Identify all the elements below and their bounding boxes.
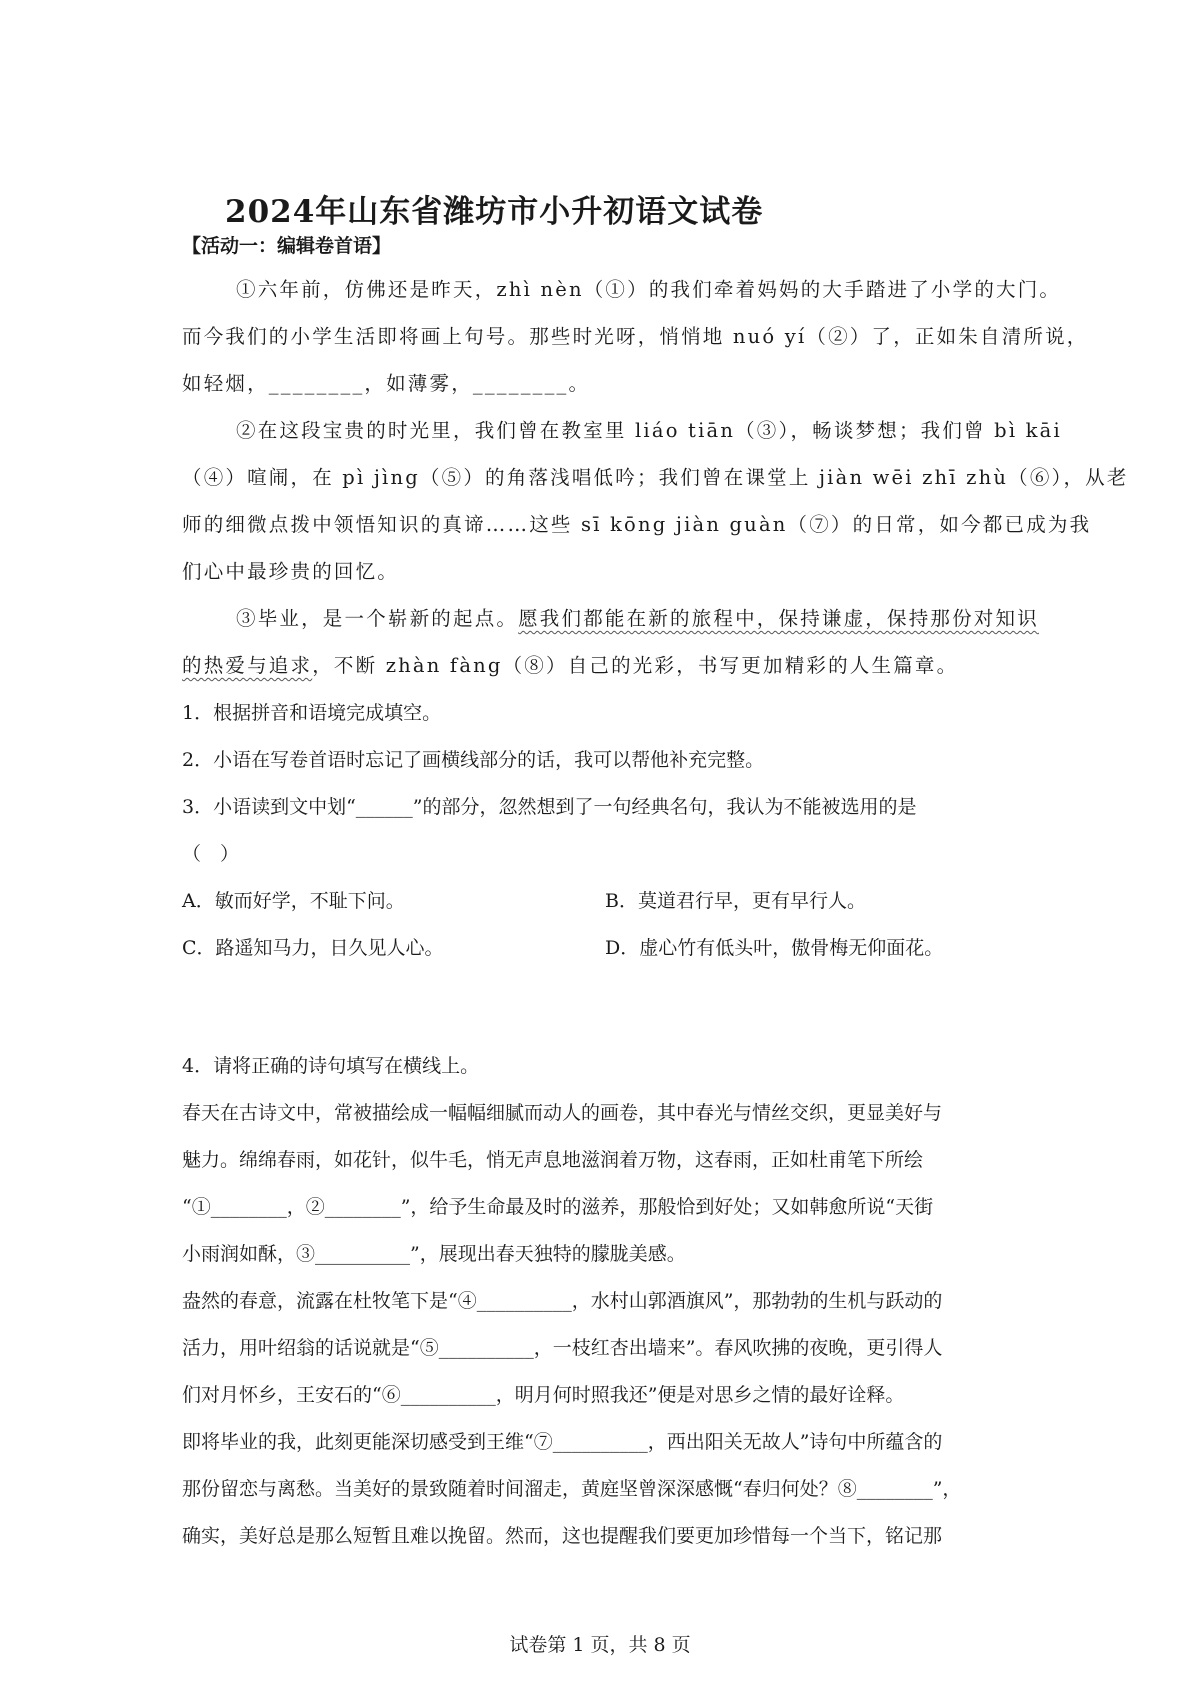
page-footer: 试卷第 1 页，共 8 页 [509,1634,691,1656]
question-4-line: 春天在古诗文中，常被描绘成一幅幅细腻而动人的画卷，其中春光与情丝交织，更显美好与 [182,1102,943,1124]
passage-text: ③毕业，是一个崭新的起点。 [236,607,519,630]
question-3: 3．小语读到文中划“______”的部分，忽然想到了一句经典名句，我认为不能被选用的是 [182,796,917,818]
option-d: D．虚心竹有低头叶，傲骨梅无仰面花。 [605,937,944,959]
passage-line: ②在这段宝贵的时光里，我们曾在教室里 liáo tiān（③），畅谈梦想；我们曾 bì kāi [236,419,1062,442]
passage-line: （④）喧闹，在 pì jìng（⑤）的角落浅唱低吟；我们曾在课堂上 jiàn wēi zhī zhù（⑥），从老 [182,466,1129,489]
question-4-line: 确实，美好总是那么短暂且难以挽留。然而，这也提醒我们要更加珍惜每一个当下，铭记那 [182,1525,943,1547]
wavy-underlined-text: 愿我们都能在新的旅程中，保持谦虚，保持那份对知识 [518,607,1039,630]
question-4: 4．请将正确的诗句填写在横线上。 [182,1055,480,1077]
passage-line [236,605,1039,633]
question-2: 2．小语在写卷首语时忘记了画横线部分的话，我可以帮他补充完整。 [182,749,765,771]
passage-line: ①六年前，仿佛还是昨天，zhì nèn（①）的我们牵着妈妈的大手踏进了小学的大门。 [236,278,1062,301]
option-c: C．路遥知马力，日久见人心。 [182,937,444,959]
passage-line [182,652,958,680]
question-4-line: 魅力。绵绵春雨，如花针，似牛毛，悄无声息地滋润着万物，这春雨，正如杜甫笔下所绘 [182,1149,924,1171]
options-row [182,934,1082,962]
question-4-line: 小雨润如酥，③__________”，展现出春天独特的朦胧美感。 [182,1243,686,1265]
question-4-line: 那份留恋与离愁。当美好的景致随着时间溜走，黄庭坚曾深深感慨“春归何处？⑧________”， [182,1478,962,1500]
passage-line: 而今我们的小学生活即将画上句号。那些时光呀，悄悄地 nuó yí（②）了，正如朱自清所说， [182,325,1089,348]
passage-line: 师的细微点拨中领悟知识的真谛……这些 sī kōng jiàn guàn（⑦）的日常，如今都已成为我 [182,513,1092,536]
answer-paren: （ ） [182,843,240,865]
activity-heading: 【活动一：编辑卷首语】 [182,235,392,257]
question-4-line: 活力，用叶绍翁的话说就是“⑤__________，一枝红杏出墙来”。春风吹拂的夜晚，更引得人 [182,1337,943,1359]
option-b: B．莫道君行早，更有早行人。 [605,890,866,912]
question-1: 1．根据拼音和语境完成填空。 [182,702,442,724]
passage-text: ，不断 zhàn fàng（⑧）自己的光彩，书写更加精彩的人生篇章。 [312,654,959,677]
passage-line: 如轻烟，________，如薄雾，________。 [182,372,591,395]
question-4-line: 即将毕业的我，此刻更能深切感受到王维“⑦__________，西出阳关无故人”诗句中所蕴含的 [182,1431,943,1453]
wavy-underlined-text: 的热爱与追求 [182,654,313,677]
option-a: A．敏而好学，不耻下问。 [182,890,405,912]
options-row [182,887,1082,915]
question-4-line: 们对月怀乡，王安石的“⑥__________，明月何时照我还”便是对思乡之情的最好诠释。 [182,1384,905,1406]
question-4-line: 盎然的春意，流露在杜牧笔下是“④__________，水村山郭酒旗风”，那勃勃的生机与跃动的 [182,1290,943,1312]
question-4-line: “①________，②________”，给予生命最及时的滋养，那般恰到好处；又如韩愈所说“天街 [182,1196,934,1218]
page-title: 2024年山东省潍坊市小升初语文试卷 [225,194,764,230]
passage-line: 们心中最珍贵的回忆。 [182,560,400,583]
